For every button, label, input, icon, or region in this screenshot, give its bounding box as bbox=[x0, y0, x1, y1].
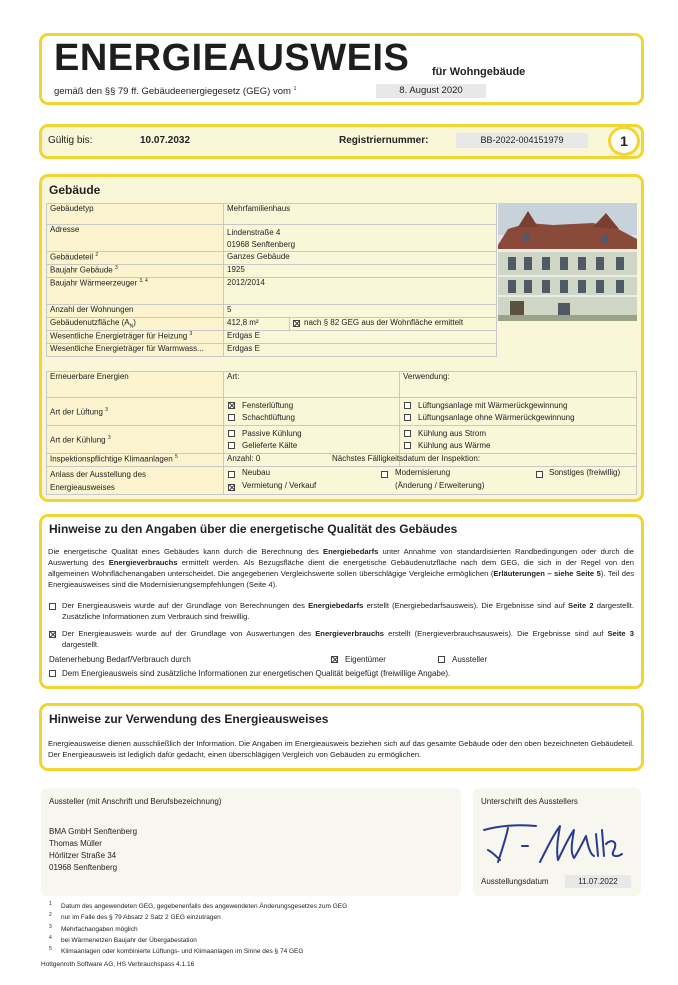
inspection-count: Anzahl: 0 bbox=[224, 454, 400, 467]
heater-year-value: 2012/2014 bbox=[224, 278, 497, 305]
renewable-type: Art: bbox=[224, 372, 400, 398]
checkbox-modernization[interactable] bbox=[381, 471, 388, 478]
signature-label: Unterschrift des Ausstellers bbox=[481, 797, 578, 806]
checkbox-wohnflaeche[interactable] bbox=[293, 320, 300, 327]
row-label: Anzahl der Wohnungen bbox=[47, 305, 224, 318]
notes-heading: Hinweise zu den Angaben über die energetische Qualität des Gebäudes bbox=[49, 522, 458, 536]
ventilation-options-left: Fensterlüftung Schachtlüftung bbox=[224, 398, 400, 426]
address-value: Lindenstraße 4 01968 Senftenberg bbox=[224, 225, 497, 252]
footnote: $^1$ Datum des angewendeten GEG, gegebenenfalls des angewendeten Änderungsgesetzes zum GEG bbox=[49, 901, 348, 911]
signature-image bbox=[478, 816, 628, 870]
issuer-line: Thomas Müller bbox=[49, 839, 102, 848]
checkbox-window-ventilation[interactable] bbox=[228, 402, 235, 409]
checkbox-delivered-cold[interactable] bbox=[228, 442, 235, 449]
inspection-label: Inspektionspflichtige Klimaanlagen $^5$ bbox=[47, 454, 224, 467]
row-label: Baujahr Gebäude $^3$ bbox=[47, 265, 224, 278]
certificate-subtitle: für Wohngebäude bbox=[432, 66, 526, 78]
reason-modernization: Modernisierung bbox=[395, 468, 451, 477]
registration-label: Registriernummer: bbox=[339, 135, 429, 146]
checkbox-consumption-certificate[interactable] bbox=[49, 631, 56, 638]
data-collection-label: Datenerhebung Bedarf/Verbrauch durch bbox=[49, 655, 191, 664]
cooling-label: Art der Kühlung $^3$ bbox=[47, 426, 224, 454]
footnote: $^2$ nur im Falle des § 79 Absatz 2 Satz 2 GEG einzutragen bbox=[49, 912, 221, 922]
notes-paragraph: Die energetische Qualität eines Gebäudes kann durch die Berechnung des Energiebedarfs unter Annahme von standardisierten Randbedingungen oder durch die Auswertung des Energieverbrauchs ermittelt werden. Als Bezugsfläche dient die energetische Gebäudenutzfläche nach dem GEG, die sich in der Regel von den allgemeinen Wohnflächenangaben unterscheidet. Die angegebenen Vergleichswerte sollen überschlägige Vergleiche ermöglichen (Erläuterungen – siehe Seite 5). Teil des Energieausweises sind die Modernisierungsempfehlungen (Seite 4). bbox=[48, 547, 635, 589]
floor-area-value: 412,8 m² bbox=[224, 318, 290, 331]
inspection-next: Nächstes Fälligkeitsdatum der Inspektion: bbox=[400, 454, 637, 467]
issue-date-label: Ausstellungsdatum bbox=[481, 877, 549, 886]
cooling-options-left: Passive Kühlung Gelieferte Kälte bbox=[224, 426, 400, 454]
checkbox-ventilation-heat-recovery[interactable] bbox=[404, 402, 411, 409]
building-type-value: Mehrfamilienhaus bbox=[224, 204, 497, 225]
building-photo bbox=[498, 203, 637, 321]
valid-until-label: Gültig bis: bbox=[48, 135, 93, 146]
hotwater-energy-value: Erdgas E bbox=[224, 344, 497, 357]
building-part-value: Ganzes Gebäude bbox=[224, 252, 497, 265]
footnote: $^4$ bei Wärmenetzen Baujahr der Übergabestation bbox=[49, 935, 197, 945]
law-text: gemäß den §§ 79 ff. Gebäudeenergiegesetz (GEG) vom $^1$ bbox=[54, 86, 297, 98]
row-label: Baujahr Wärmeerzeuger $^{3, 4}$ bbox=[47, 278, 224, 305]
row-label: Gebäudeteil $^2$ bbox=[47, 252, 224, 265]
page-number-badge bbox=[608, 126, 640, 156]
checkbox-new-building[interactable] bbox=[228, 471, 235, 478]
row-label: Adresse bbox=[47, 225, 224, 252]
consumption-certificate-text: Der Energieausweis wurde auf der Grundlage von Auswertungen des Energieverbrauchs erstellt (Energieverbrauchsausweis). Die Ergebnisse sind auf Seite 3 dargestellt. bbox=[62, 629, 634, 649]
checkbox-rent-sale[interactable] bbox=[228, 484, 235, 491]
data-collection-owner: Eigentümer bbox=[345, 655, 386, 664]
ventilation-label: Art der Lüftung $^3$ bbox=[47, 398, 224, 426]
checkbox-shaft-ventilation[interactable] bbox=[228, 414, 235, 421]
data-collection-issuer: Aussteller bbox=[452, 655, 488, 664]
row-label: Gebäudenutzfläche $(A_N)$ bbox=[47, 318, 224, 331]
building-systems-table bbox=[46, 371, 637, 495]
cooling-options-right: Kühlung aus Strom Kühlung aus Wärme bbox=[400, 426, 637, 454]
renewable-label: Erneuerbare Energien bbox=[47, 372, 224, 398]
row-label: Wesentliche Energieträger für Warmwass... bbox=[47, 344, 224, 357]
checkbox-owner[interactable] bbox=[331, 656, 338, 663]
ventilation-options-right: Lüftungsanlage mit Wärmerückgewinnung Lüftungsanlage ohne Wärmerückgewinnung bbox=[400, 398, 637, 426]
checkbox-cooling-electric[interactable] bbox=[404, 430, 411, 437]
checkbox-other[interactable] bbox=[536, 471, 543, 478]
issuer-line: BMA GmbH Senftenberg bbox=[49, 827, 138, 836]
reason-label: Anlass der Ausstellung des Energieausweises bbox=[47, 467, 224, 495]
page-number: 1 bbox=[620, 133, 628, 149]
usage-heading: Hinweise zur Verwendung des Energieausweises bbox=[49, 712, 329, 726]
apartments-value: 5 bbox=[224, 305, 497, 318]
usage-text: Energieausweise dienen ausschließlich der Information. Die Angaben im Energieausweis beziehen sich auf das gesamte Gebäude oder den oben bezeichneten Gebäudeteil. Der Energieausweis ist lediglich dafür gedacht, einen überschlägigen Vergleich von Gebäuden zu ermöglichen. bbox=[48, 739, 634, 759]
renewable-use: Verwendung: bbox=[400, 372, 637, 398]
additional-info-text: Dem Energieausweis sind zusätzliche Informationen zur energetischen Qualität beigefügt (freiwillige Angabe). bbox=[62, 669, 451, 678]
issuer-line: Hörlitzer Straße 34 bbox=[49, 851, 117, 860]
registration-number: BB-2022-004151979 bbox=[456, 133, 588, 148]
reason-modernization-note: (Änderung / Erweiterung) bbox=[395, 481, 485, 490]
checkbox-cooling-heat[interactable] bbox=[404, 442, 411, 449]
checkbox-demand-certificate[interactable] bbox=[49, 603, 56, 610]
floor-area-method: nach § 82 GEG aus der Wohnfläche ermittelt bbox=[290, 318, 497, 331]
issuer-address bbox=[49, 826, 137, 874]
software-note: Hottgenroth Software AG, HS Verbrauchspass 4.1.16 bbox=[41, 961, 195, 968]
checkbox-additional-info[interactable] bbox=[49, 670, 56, 677]
construction-year-value: 1925 bbox=[224, 265, 497, 278]
row-label: Wesentliche Energieträger für Heizung $^3$ bbox=[47, 331, 224, 344]
footnotes bbox=[49, 900, 347, 957]
law-date: 8. August 2020 bbox=[376, 84, 486, 98]
issue-date-value: 11.07.2022 bbox=[565, 875, 631, 888]
checkbox-ventilation-no-recovery[interactable] bbox=[404, 414, 411, 421]
reason-new-building: Neubau bbox=[242, 468, 271, 477]
checkbox-issuer[interactable] bbox=[438, 656, 445, 663]
heating-energy-value: Erdgas E bbox=[224, 331, 497, 344]
footnote: $^3$ Mehrfachangaben möglich bbox=[49, 923, 138, 933]
demand-certificate-text: Der Energieausweis wurde auf der Grundlage von Berechnungen des Energiebedarfs erstellt (Energiebedarfsausweis). Die Ergebnisse sind auf Seite 2 dargestellt. Zusätzliche Informationen zum Verbrauch sind freiwillig. bbox=[62, 601, 634, 621]
reason-other: Sonstiges (freiwillig) bbox=[549, 468, 621, 477]
row-label: Gebäudetyp bbox=[47, 204, 224, 225]
reason-rent-sale: Vermietung / Verkauf bbox=[242, 481, 317, 490]
valid-until-value: 10.07.2032 bbox=[140, 135, 191, 146]
reason-options bbox=[224, 467, 637, 495]
issuer-label: Aussteller (mit Anschrift und Berufsbezeichnung) bbox=[49, 797, 222, 806]
footnote: $^5$ Klimaanlagen oder kombinierte Lüftungs- und Klimaanlagen im Sinne des § 74 GEG bbox=[49, 946, 304, 956]
checkbox-passive-cooling[interactable] bbox=[228, 430, 235, 437]
building-table bbox=[46, 203, 497, 357]
certificate-title: ENERGIEAUSWEIS bbox=[54, 37, 410, 79]
issuer-line: 01968 Senftenberg bbox=[49, 863, 118, 872]
building-heading: Gebäude bbox=[49, 183, 101, 197]
